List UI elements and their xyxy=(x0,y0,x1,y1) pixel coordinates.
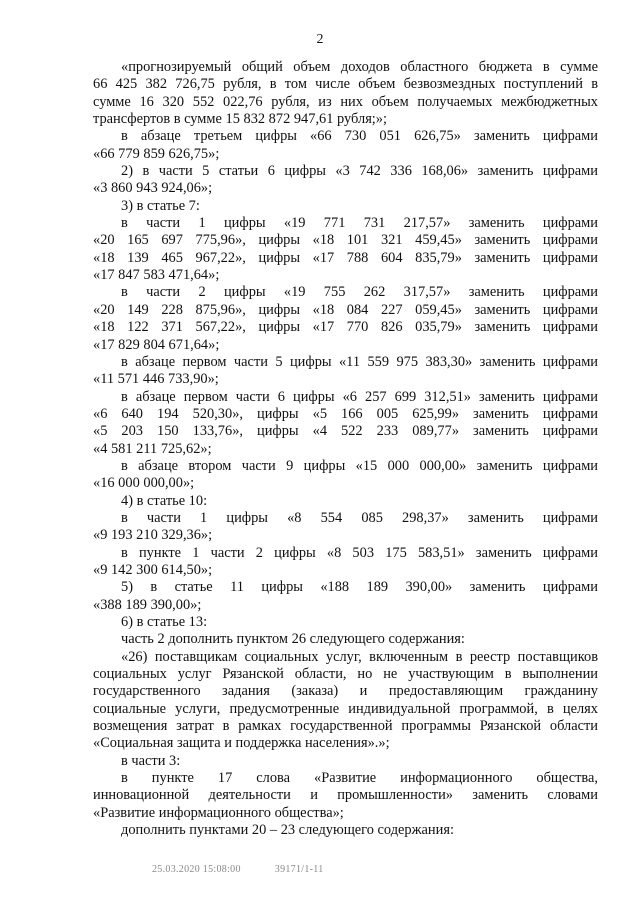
text-line: «11 571 446 733,90»; xyxy=(93,371,219,388)
text-line: в части 1 цифры «8 554 085 298,37» заменить цифрами xyxy=(121,509,598,526)
text-line: социальных услуг Рязанской области, но не участвующим в выполнении xyxy=(93,666,598,683)
text-line: «Социальная защита и поддержка населения».»; xyxy=(93,735,390,752)
text-line: «18 139 465 967,22», цифры «17 788 604 835,79» заменить цифрами xyxy=(93,249,598,266)
text-line: «26) поставщикам социальных услуг, включенным в реестр поставщиков xyxy=(121,648,598,665)
text-line: государственного задания (заказа) и предоставляющим гражданину xyxy=(93,683,598,700)
page-number: 2 xyxy=(316,32,324,47)
text-line: сумме 16 320 552 022,76 рубля, из них объем получаемых межбюджетных xyxy=(93,93,598,110)
text-line: в части 3: xyxy=(121,752,181,769)
text-line: «20 149 228 875,96», цифры «18 084 227 059,45» заменить цифрами xyxy=(93,301,598,318)
text-line: в части 1 цифры «19 771 731 217,57» заменить цифрами xyxy=(121,215,598,232)
text-line: «17 847 583 471,64»; xyxy=(93,267,220,284)
footer xyxy=(152,864,358,875)
document-body xyxy=(93,59,598,839)
text-line: «18 122 371 567,22», цифры «17 770 826 035,79» заменить цифрами xyxy=(93,319,598,336)
text-line: «3 860 943 924,06»; xyxy=(93,180,213,197)
text-line: «17 829 804 671,64»; xyxy=(93,336,220,353)
text-line: в пункте 1 части 2 цифры «8 503 175 583,51» заменить цифрами xyxy=(121,544,598,561)
text-line: «9 193 210 329,36»; xyxy=(93,527,213,544)
footer-date: 25.03.2020 15:08:00 xyxy=(152,864,241,875)
text-line: «20 165 697 775,96», цифры «18 101 321 459,45» заменить цифрами xyxy=(93,232,598,249)
text-line: «прогнозируемый общий объем доходов областного бюджета в сумме xyxy=(121,59,598,75)
text-line: в абзаце втором части 9 цифры «15 000 000,00» заменить цифрами xyxy=(121,457,598,474)
text-line: в пункте 17 слова «Развитие информационного общества, xyxy=(121,770,598,787)
text-line: «388 189 390,00»; xyxy=(93,596,202,613)
text-line: «6 640 194 520,30», цифры «5 166 005 625,99» заменить цифрами xyxy=(93,405,598,422)
footer-code: 39171/1-11 xyxy=(274,864,324,875)
text-line: «9 142 300 614,50»; xyxy=(93,561,213,578)
text-line: 2) в части 5 статьи 6 цифры «3 742 336 168,06» заменить цифрами xyxy=(121,163,598,180)
text-line: 6) в статье 13: xyxy=(121,614,208,630)
text-line: в части 2 цифры «19 755 262 317,57» заменить цифрами xyxy=(121,284,598,301)
text-line: «4 581 211 725,62»; xyxy=(93,440,212,457)
text-line: в абзаце первом части 5 цифры «11 559 975 383,30» заменить цифрами xyxy=(121,353,598,370)
text-line: «66 779 859 626,75»; xyxy=(93,145,220,162)
text-line: 66 425 382 726,75 рубля, в том числе объем безвозмездных поступлений в xyxy=(93,76,598,93)
text-line: дополнить пунктами 20 – 23 следующего содержания: xyxy=(121,822,454,839)
text-line: часть 2 дополнить пунктом 26 следующего содержания: xyxy=(121,631,465,648)
text-line: 3) в статье 7: xyxy=(121,197,200,214)
text-line: возмещения затрат в рамках государственной программы Рязанской области xyxy=(93,718,598,735)
text-line: «5 203 150 133,76», цифры «4 522 233 089,77» заменить цифрами xyxy=(93,423,598,440)
text-line: 5) в статье 11 цифры «188 189 390,00» заменить цифрами xyxy=(121,579,598,596)
text-line: в абзаце третьем цифры «66 730 051 626,75» заменить цифрами xyxy=(121,128,598,145)
text-line: социальные услуги, предусмотренные индивидуальной программой, в целях xyxy=(93,700,598,717)
text-line: трансфертов в сумме 15 832 872 947,61 рубля;»; xyxy=(93,111,388,128)
text-line: инновационной деятельности и промышленности» заменить словами xyxy=(93,787,598,804)
text-line: 4) в статье 10: xyxy=(121,492,208,509)
text-line: «16 000 000,00»; xyxy=(93,475,195,492)
text-line: «Развитие информационного общества»; xyxy=(93,804,344,821)
text-line: в абзаце первом части 6 цифры «6 257 699 312,51» заменить цифрами xyxy=(121,388,598,405)
